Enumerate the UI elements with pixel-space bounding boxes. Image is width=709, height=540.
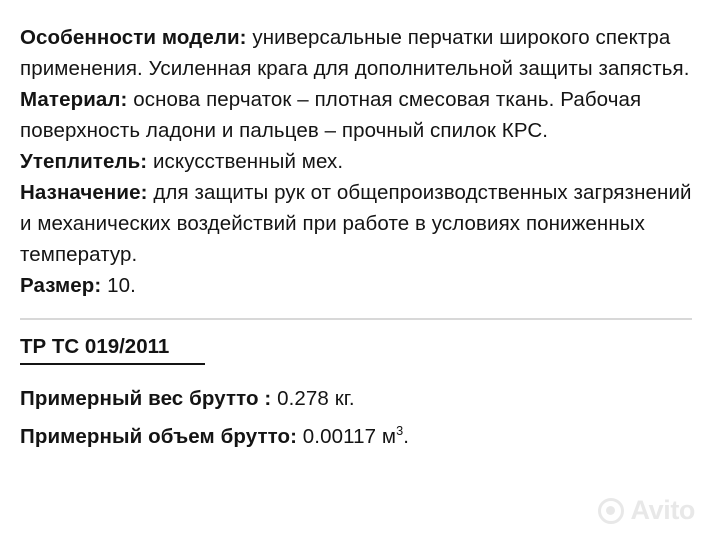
gross-volume-label: Примерный объем брутто: bbox=[20, 425, 298, 448]
features-label: Особенности модели: bbox=[20, 26, 247, 49]
spec-purpose bbox=[20, 177, 692, 270]
material-paragraph bbox=[20, 84, 692, 146]
product-description bbox=[20, 22, 692, 459]
weights-block bbox=[20, 383, 692, 452]
spec-material bbox=[20, 84, 692, 146]
spec-features bbox=[20, 22, 692, 84]
gross-weight-row bbox=[20, 383, 692, 414]
section-divider bbox=[20, 318, 692, 320]
purpose-paragraph bbox=[20, 177, 692, 270]
avito-watermark-text: Avito bbox=[630, 495, 695, 525]
gross-volume-row bbox=[20, 421, 692, 452]
insulation-paragraph bbox=[20, 146, 692, 177]
standard-underline bbox=[20, 363, 205, 365]
gross-volume-exponent: 3 bbox=[396, 423, 404, 439]
purpose-text: для защиты рук от общепроизводственных загрязнений и механических воздействий при работе в условиях пониженных температур. bbox=[20, 181, 692, 266]
insulation-text: искусственный мех. bbox=[147, 150, 344, 173]
size-paragraph bbox=[20, 270, 692, 301]
purpose-label: Назначение: bbox=[20, 181, 148, 204]
avito-watermark bbox=[598, 495, 696, 526]
gross-weight-label: Примерный вес брутто : bbox=[20, 387, 272, 410]
gross-weight-value: 0.278 кг. bbox=[271, 387, 355, 410]
material-label: Материал: bbox=[20, 88, 128, 111]
spec-size bbox=[20, 270, 692, 301]
spec-insulation bbox=[20, 146, 692, 177]
size-text: 10. bbox=[101, 274, 136, 297]
standard-heading: ТР ТС 019/2011 bbox=[20, 335, 170, 358]
features-paragraph bbox=[20, 22, 692, 84]
gross-volume-value: 0.00117 м bbox=[297, 425, 397, 448]
size-label: Размер: bbox=[20, 274, 102, 297]
avito-logo-icon bbox=[598, 498, 624, 524]
features-text: универсальные перчатки широкого спектра применения. Усиленная крага для дополнительной защиты запястья. bbox=[20, 26, 690, 80]
insulation-label: Утеплитель: bbox=[20, 150, 148, 173]
gross-volume-suffix: . bbox=[403, 425, 410, 448]
material-text: основа перчаток – плотная смесовая ткань. Рабочая поверхность ладони и пальцев – прочный спилок КРС. bbox=[20, 88, 642, 142]
